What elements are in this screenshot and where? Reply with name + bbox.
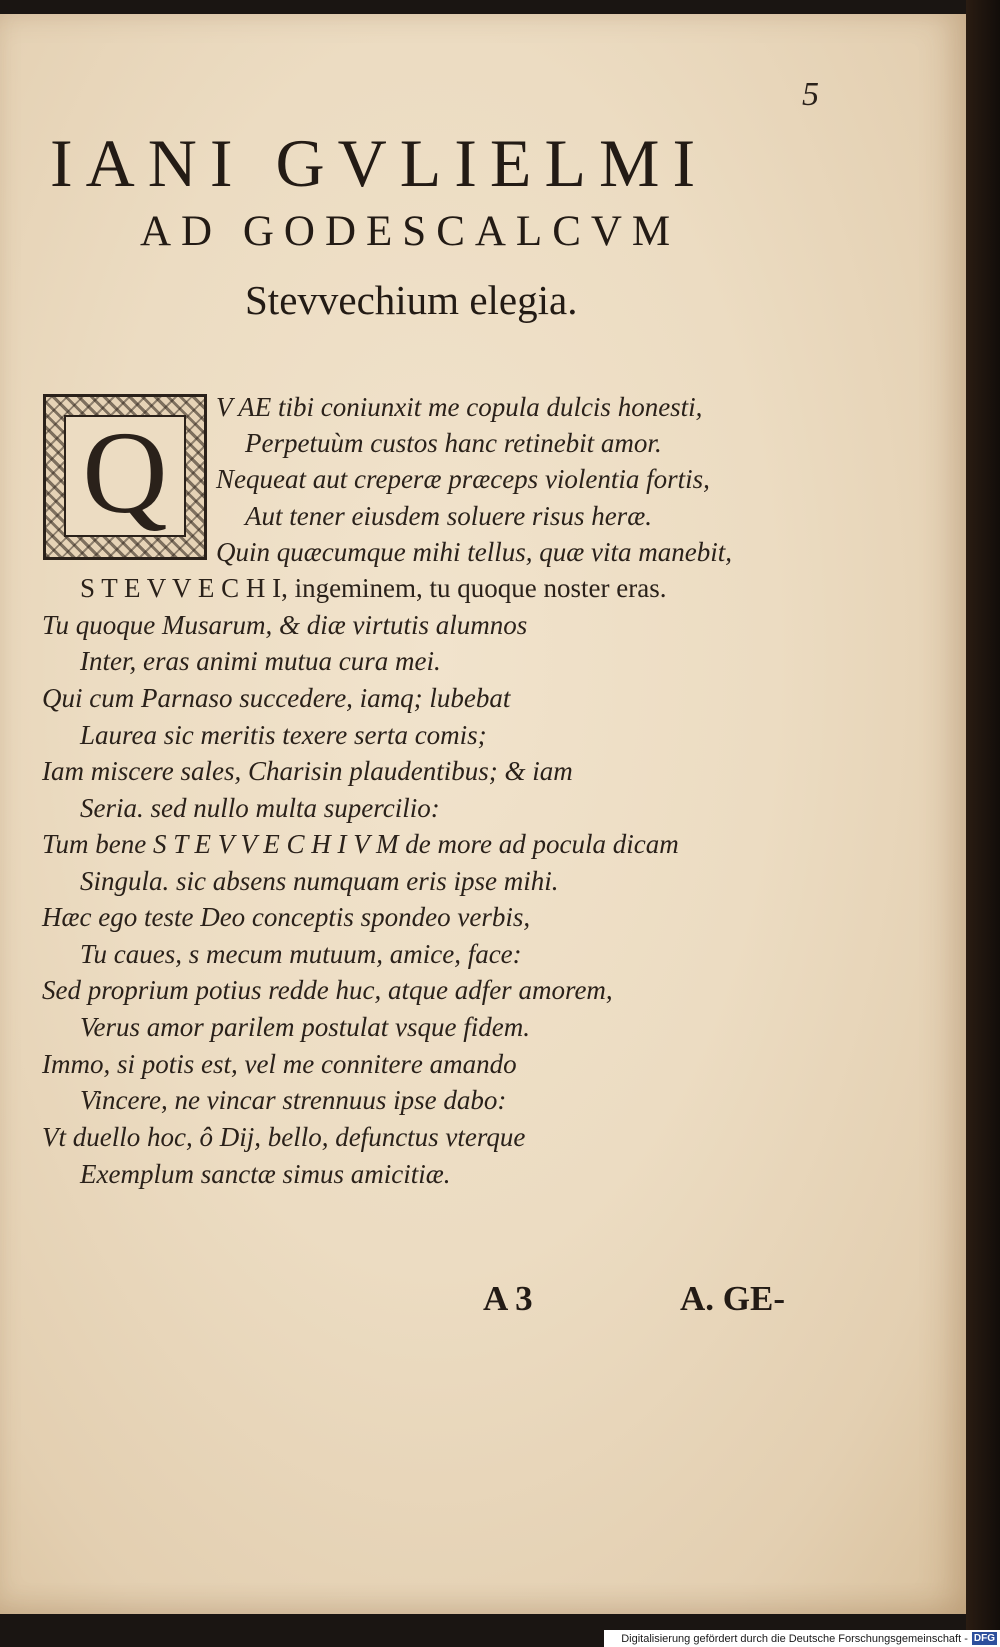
book-page <box>0 14 966 1614</box>
poem-line: Singula. sic absens numquam eris ipse mihi. <box>80 866 559 896</box>
poem-line: Sed proprium potius redde huc, atque adfer amorem, <box>42 975 613 1005</box>
poem-line: Nequeat aut creperæ præceps violentia fortis, <box>216 464 710 494</box>
poem-line: Inter, eras animi mutua cura mei. <box>80 646 441 676</box>
footer-credit <box>604 1630 1000 1647</box>
poem-line: Verus amor parilem postulat vsque fidem. <box>80 1012 530 1042</box>
poem-line: Aut tener eiusdem soluere risus heræ. <box>245 501 652 531</box>
catchword: A. GE- <box>680 1279 785 1318</box>
book-spine-shadow <box>966 0 1000 1630</box>
poem-line: Vincere, ne vincar strennuus ipse dabo: <box>80 1085 507 1115</box>
decorated-initial-letter: Q <box>82 407 168 538</box>
poem-line: Seria. sed nullo multa supercilio: <box>80 793 440 823</box>
poem-line: Perpetuùm custos hanc retinebit amor. <box>245 428 662 458</box>
page-title: IANI GVLIELMI <box>50 125 709 201</box>
poem-line: S T E V V E C H I, ingeminem, tu quoque noster eras. <box>80 573 667 603</box>
page-number: 5 <box>802 76 819 113</box>
page-subtitle: AD GODESCALCVM <box>140 208 681 255</box>
signature-mark: A 3 <box>483 1279 533 1318</box>
poem-line: Tu caues, s mecum mutuum, amice, face: <box>80 939 522 969</box>
poem-line: Tum bene S T E V V E C H I V M de more ad pocula dicam <box>42 829 679 859</box>
poem-line: Vt duello hoc, ô Dij, bello, defunctus vterque <box>42 1122 526 1152</box>
poem-line: Iam miscere sales, Charisin plaudentibus; & iam <box>42 756 573 786</box>
poem-line: Tu quoque Musarum, & diæ virtutis alumnos <box>42 610 528 640</box>
poem-line: Qui cum Parnaso succedere, iamq; lubebat <box>42 683 511 713</box>
poem-line: V AE tibi coniunxit me copula dulcis honesti, <box>216 392 703 422</box>
dfg-logo-icon: DFG <box>973 1633 995 1644</box>
poem-line: Exemplum sanctæ simus amicitiæ. <box>80 1159 451 1189</box>
poem-line: Quin quæcumque mihi tellus, quæ vita manebit, <box>216 537 732 567</box>
page-subtitle-secondary: Stevvechium elegia. <box>245 277 578 323</box>
poem-line: Immo, si potis est, vel me conniterе amando <box>42 1049 517 1079</box>
poem-line: Hæc ego teste Deo conceptis spondeo verbis, <box>42 902 531 932</box>
poem-line: Laurea sic meritis texere serta comis; <box>80 720 487 750</box>
poem <box>0 14 966 1214</box>
footer-credit-text: Digitalisierung gefördert durch die Deutsche Forschungsgemeinschaft - <box>621 1632 968 1645</box>
